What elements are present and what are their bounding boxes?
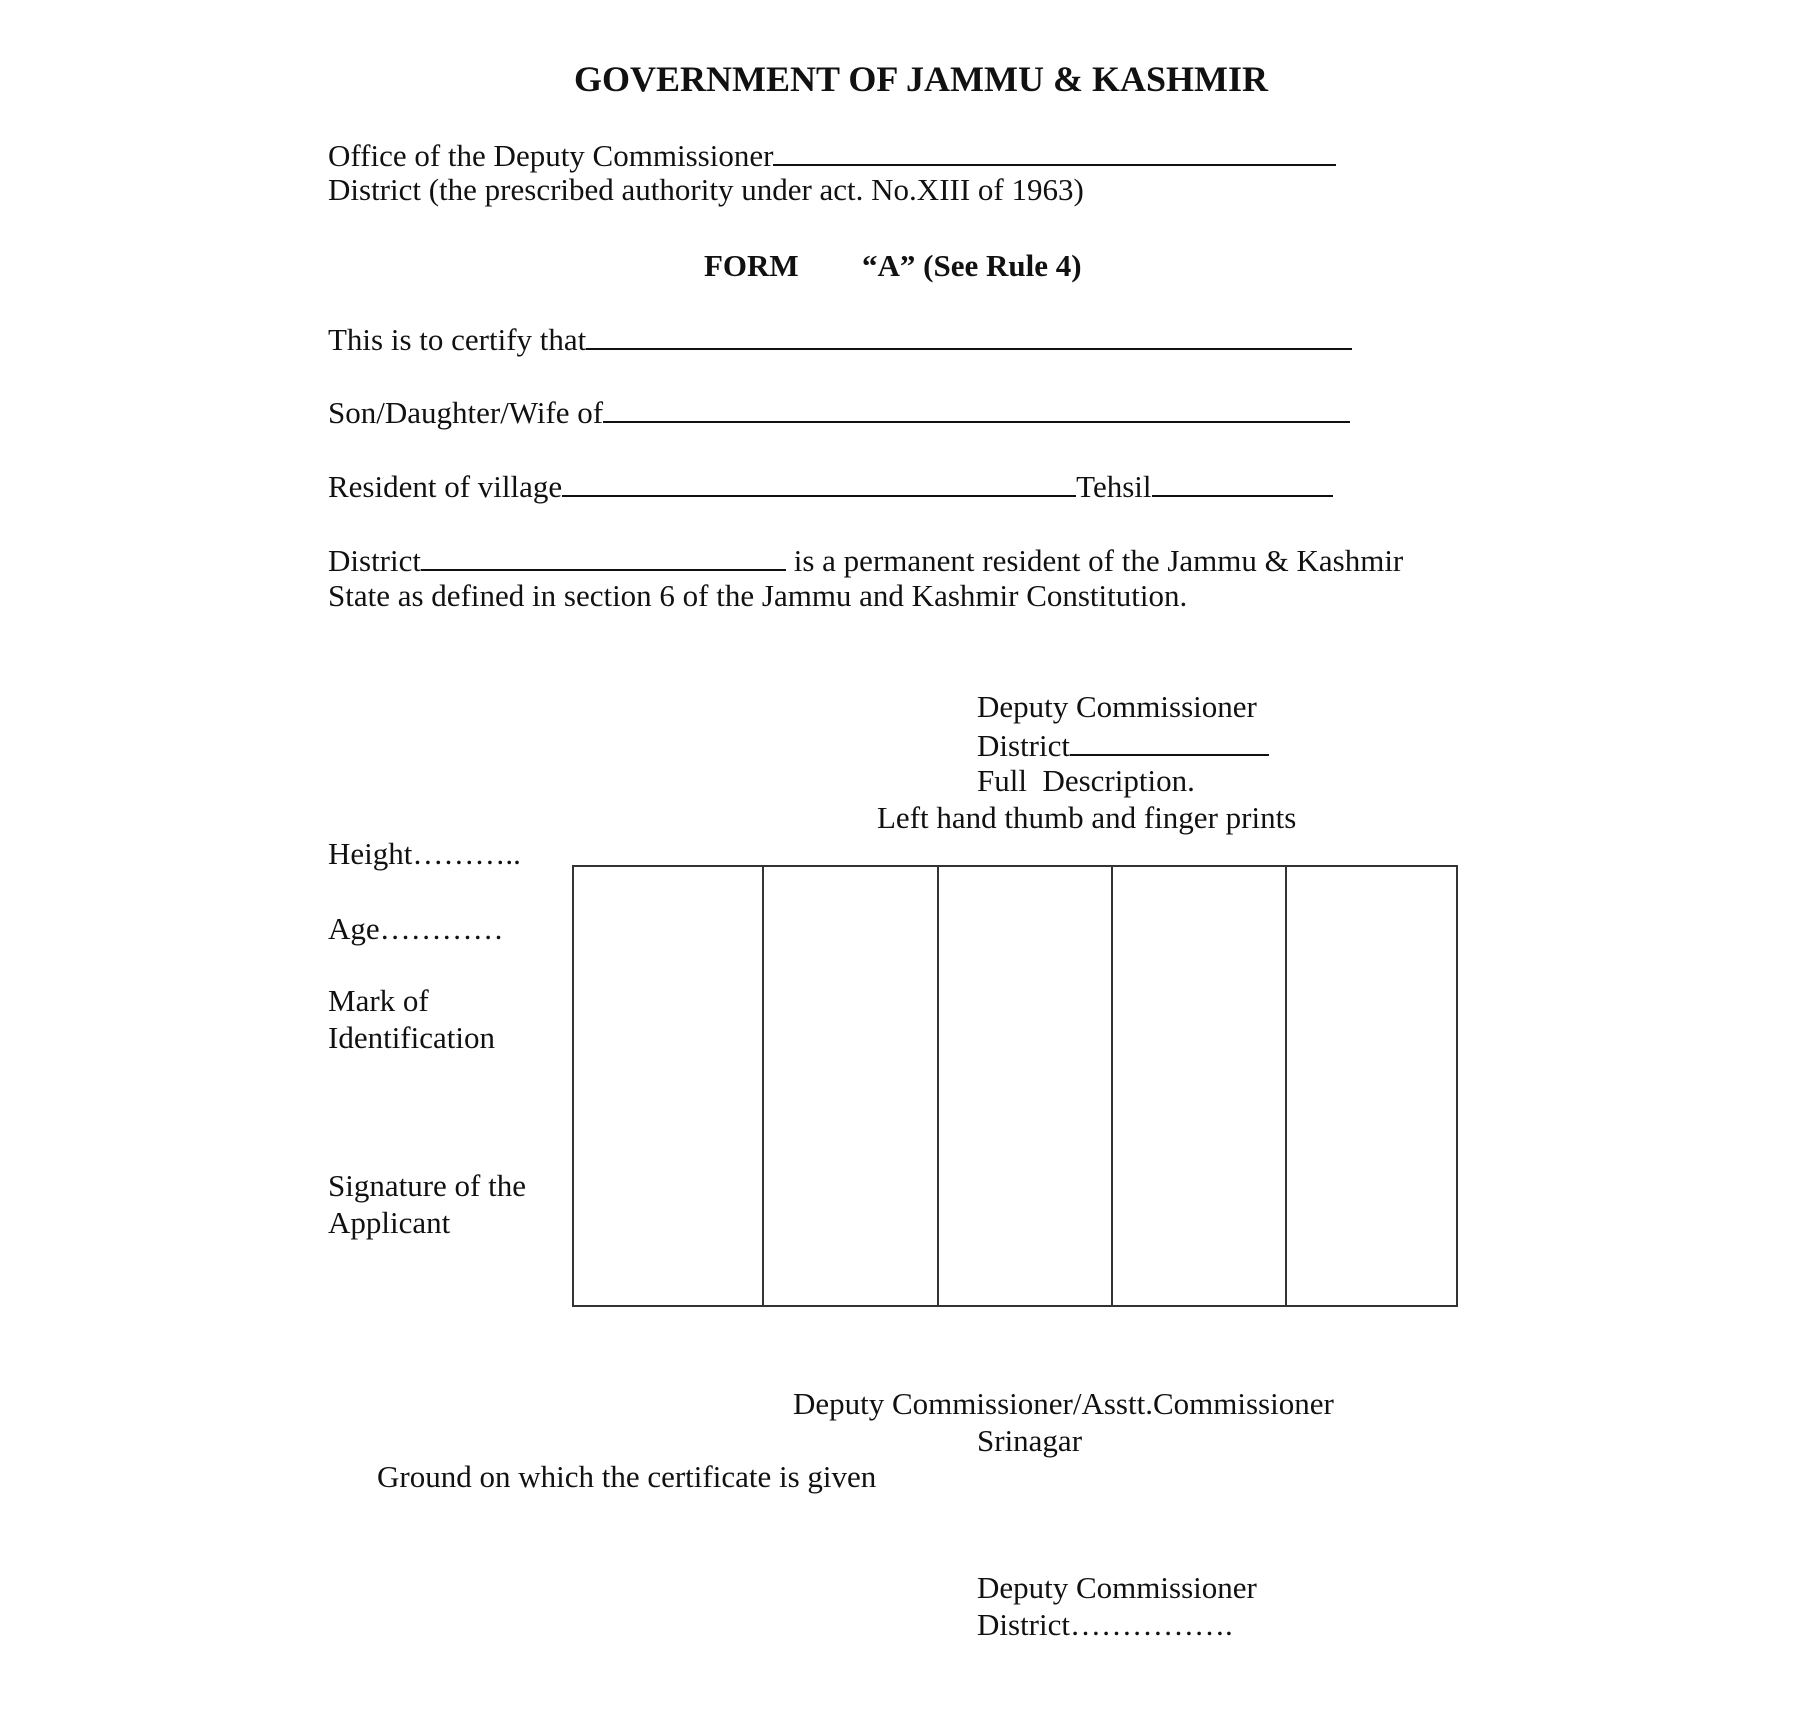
fingerprint-divider xyxy=(1285,867,1287,1305)
name-blank[interactable] xyxy=(586,320,1352,350)
signature-label-line-2: Applicant xyxy=(328,1205,451,1240)
mark-label-line-1: Mark of xyxy=(328,983,429,1018)
full-description-label: Full Description. xyxy=(977,763,1195,798)
statement-text-2: State as defined in section 6 of the Jammu and Kashmir Constitution. xyxy=(328,578,1188,613)
srinagar-label: Srinagar xyxy=(977,1423,1083,1458)
signature-label-line-1: Signature of the xyxy=(328,1168,527,1203)
form-rule-label: “A” (See Rule 4) xyxy=(862,248,1082,283)
certify-label: This is to certify that xyxy=(328,322,587,357)
fingerprint-divider xyxy=(937,867,939,1305)
village-blank[interactable] xyxy=(562,467,1076,497)
height-label: Height……….. xyxy=(328,836,521,871)
office-blank[interactable] xyxy=(773,136,1336,166)
district-sign-blank[interactable] xyxy=(1070,726,1269,756)
district-line xyxy=(328,541,1403,579)
district-sign-line xyxy=(977,726,1269,764)
office-label: Office of the Deputy Commissioner xyxy=(328,138,774,173)
document-title: GOVERNMENT OF JAMMU & KASHMIR xyxy=(574,59,1268,99)
ground-label: Ground on which the certificate is given xyxy=(377,1459,877,1494)
residence-line xyxy=(328,467,1333,505)
certify-line xyxy=(328,320,1352,358)
deputy-commissioner-final-label: Deputy Commissioner xyxy=(977,1570,1257,1605)
form-label: FORM xyxy=(704,248,799,283)
fingerprint-divider xyxy=(1111,867,1113,1305)
tehsil-label: Tehsil xyxy=(1076,469,1152,504)
fingerprint-grid xyxy=(572,865,1458,1307)
fingerprints-label: Left hand thumb and finger prints xyxy=(877,800,1297,835)
district-label: District xyxy=(328,543,421,578)
village-label: Resident of village xyxy=(328,469,563,504)
statement-text-1: is a permanent resident of the Jammu & Kashmir xyxy=(786,543,1404,578)
asstt-commissioner-label: Deputy Commissioner/Asstt.Commissioner xyxy=(793,1386,1334,1421)
mark-label-line-2: Identification xyxy=(328,1020,495,1055)
office-line xyxy=(328,136,1336,174)
relation-label: Son/Daughter/Wife of xyxy=(328,395,604,430)
relation-line xyxy=(328,393,1350,431)
fingerprint-divider xyxy=(762,867,764,1305)
deputy-commissioner-label: Deputy Commissioner xyxy=(977,689,1257,724)
district-final-label: District……………. xyxy=(977,1607,1233,1642)
district-sign-label: District xyxy=(977,728,1070,763)
relation-blank[interactable] xyxy=(603,393,1350,423)
age-label: Age………… xyxy=(328,911,504,946)
district-authority-line: District (the prescribed authority under act. No.XIII of 1963) xyxy=(328,172,1084,207)
district-blank[interactable] xyxy=(421,541,786,571)
tehsil-blank[interactable] xyxy=(1152,467,1333,497)
